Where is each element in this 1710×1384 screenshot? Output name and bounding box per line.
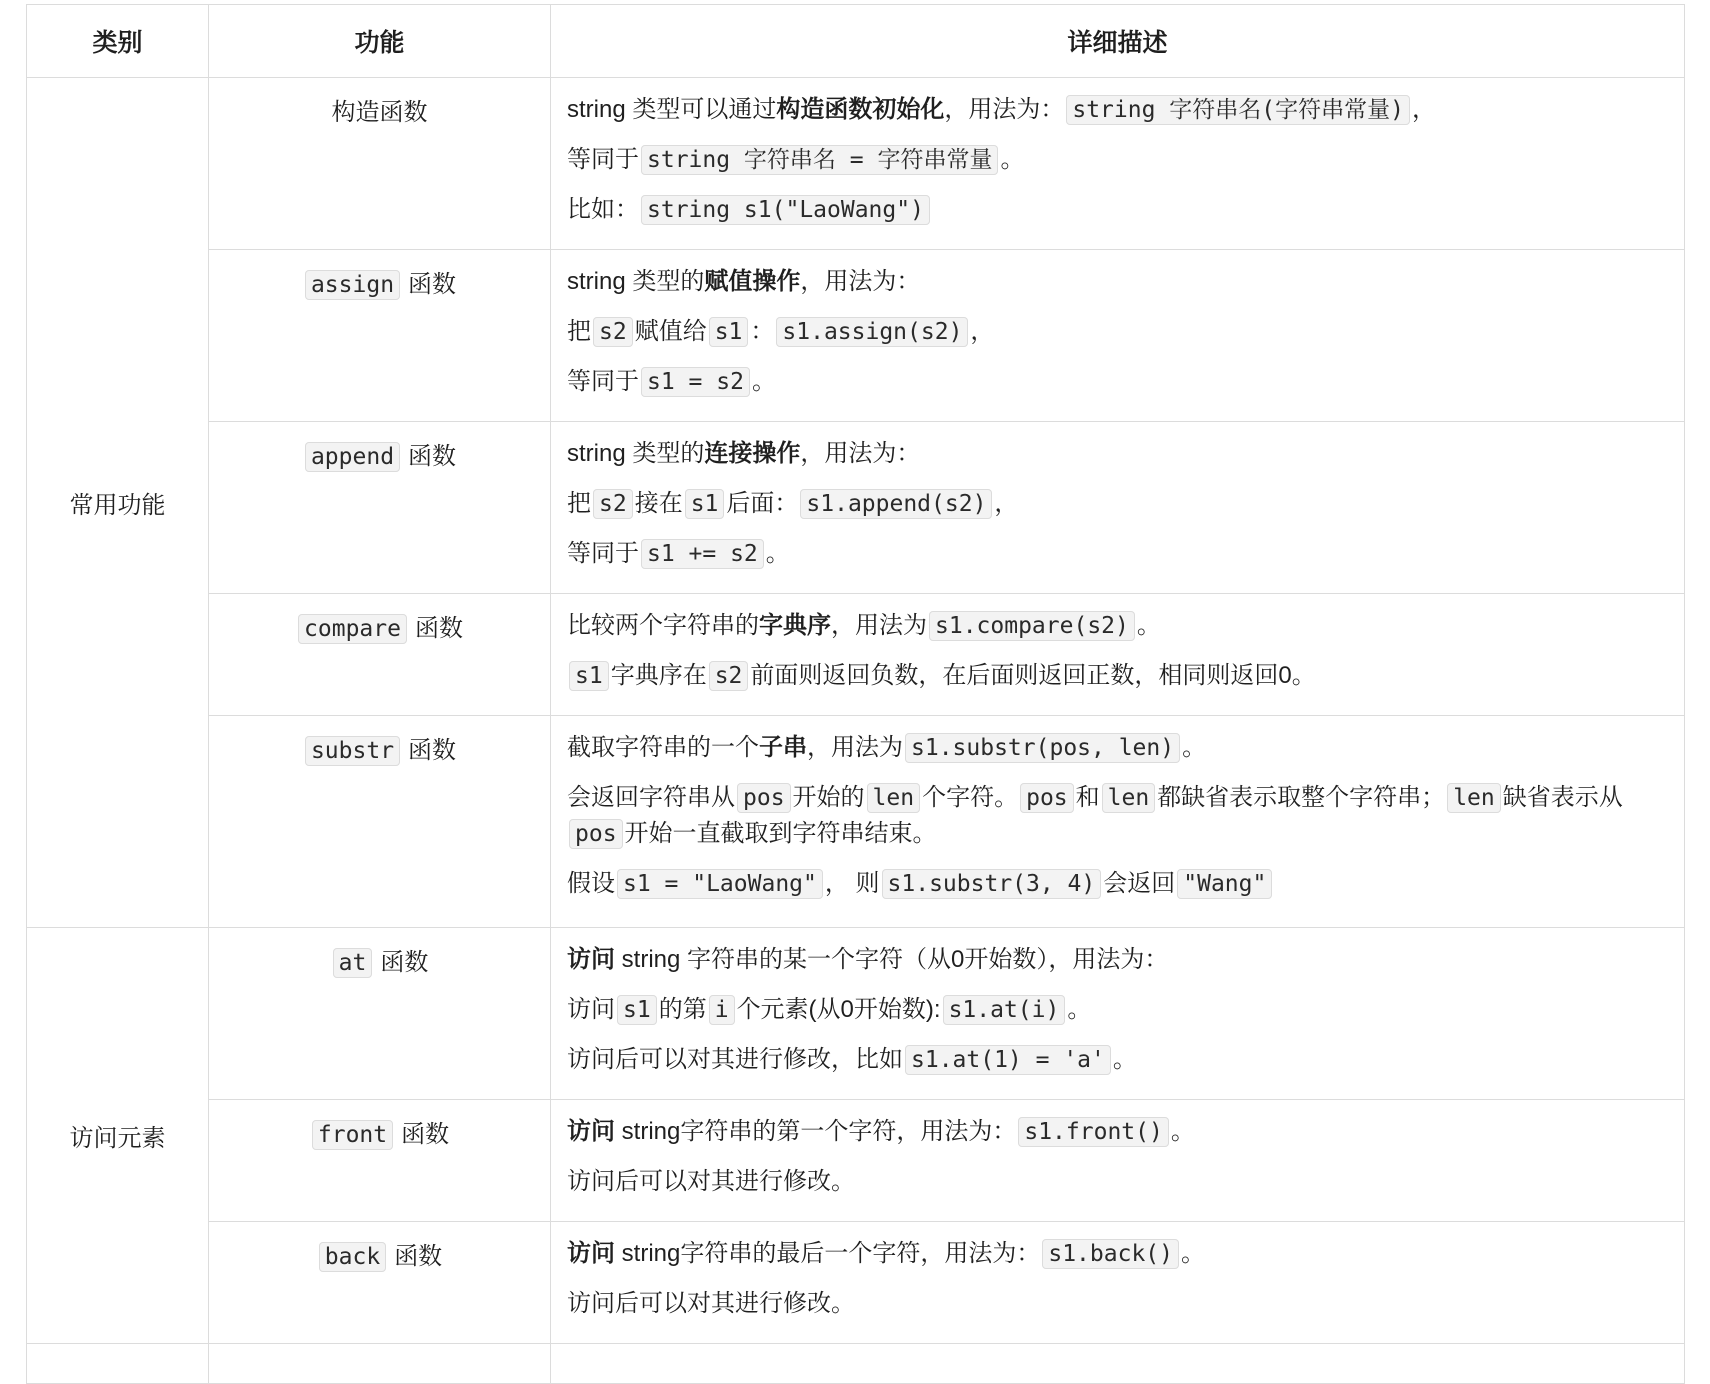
function-cell	[209, 1222, 551, 1344]
bold-text: 访问	[567, 1240, 615, 1267]
text: 。	[1136, 612, 1161, 639]
text: 缺省表示从	[1502, 784, 1623, 811]
description-line	[567, 1236, 1670, 1272]
function-code: front	[312, 1120, 393, 1150]
inline-code: s1 = s2	[641, 367, 750, 397]
text: ，用法为：	[944, 96, 1065, 123]
text: 和	[1075, 784, 1100, 811]
description-cell	[551, 78, 1685, 250]
text: string 类型的	[567, 268, 705, 295]
text: 比较两个字符串的	[567, 612, 759, 639]
description-line	[567, 436, 1670, 472]
function-name: 构造函数	[331, 99, 428, 126]
bold-text: 访问	[567, 946, 615, 973]
partial-cell	[551, 1344, 1685, 1384]
description-cell	[551, 716, 1685, 928]
table-row	[27, 78, 1685, 250]
inline-code: s2	[709, 661, 749, 691]
table-row	[27, 250, 1685, 422]
inline-code: s1 = "LaoWang"	[617, 869, 823, 899]
text: 字典序在	[610, 662, 707, 689]
function-cell	[209, 250, 551, 422]
description-line	[567, 780, 1670, 852]
inline-code: s1.back()	[1042, 1239, 1179, 1269]
text: 。	[1000, 146, 1025, 173]
bold-text: 访问	[567, 1118, 615, 1145]
table-row	[27, 1100, 1685, 1222]
table-header-row	[27, 5, 1685, 78]
description-line	[567, 1164, 1670, 1200]
function-code: at	[333, 948, 373, 978]
text: ，用法为	[807, 734, 903, 761]
inline-code: s2	[593, 317, 633, 347]
text: 。	[1182, 734, 1207, 761]
text: string 字符串的某一个字符（从0开始数），用法为：	[615, 946, 1169, 973]
function-suffix: 函数	[380, 949, 429, 976]
function-suffix: 函数	[394, 1243, 443, 1270]
text: 比如：	[567, 196, 639, 223]
inline-code: s1.front()	[1018, 1117, 1168, 1147]
bold-text: 连接操作	[704, 440, 801, 467]
text: 会返回字符串从	[567, 784, 735, 811]
text: 。	[1112, 1046, 1137, 1073]
description-line	[567, 364, 1670, 400]
inline-code: len	[1447, 783, 1501, 813]
category-access: 访问元素	[27, 928, 209, 1344]
text: 访问后可以对其进行修改，比如	[567, 1046, 903, 1073]
text: 赋值给	[634, 318, 707, 345]
description-line	[567, 992, 1670, 1028]
description-line	[567, 866, 1670, 902]
inline-code: len	[1102, 783, 1156, 813]
text: 假设	[567, 870, 615, 897]
text: 等同于	[567, 540, 639, 567]
text: ，用法为	[831, 612, 927, 639]
inline-code: s1 += s2	[641, 539, 764, 569]
function-cell	[209, 928, 551, 1100]
header-function: 功能	[209, 5, 551, 78]
description-line	[567, 942, 1670, 978]
description-line	[567, 486, 1670, 522]
header-description: 详细描述	[551, 5, 1685, 78]
table-row	[27, 1222, 1685, 1344]
description-line	[567, 1114, 1670, 1150]
inline-code: pos	[569, 819, 623, 849]
function-suffix: 函数	[408, 737, 457, 764]
table-row-partial	[27, 1344, 1685, 1384]
function-code: compare	[298, 614, 407, 644]
text: 接在	[634, 490, 683, 517]
text: 会返回	[1103, 870, 1176, 897]
description-cell	[551, 422, 1685, 594]
description-line	[567, 658, 1670, 694]
text: ，用法为：	[800, 268, 921, 295]
table-row	[27, 422, 1685, 594]
description-cell	[551, 1222, 1685, 1344]
description-cell	[551, 928, 1685, 1100]
string-functions-table-wrapper	[26, 4, 1684, 1384]
text: ，	[1411, 96, 1436, 123]
function-code: substr	[305, 736, 400, 766]
text: string 类型的	[567, 440, 705, 467]
inline-code: "Wang"	[1177, 869, 1272, 899]
text: ，	[970, 318, 995, 345]
inline-code: len	[867, 783, 921, 813]
text: 个元素(从0开始数):	[736, 996, 941, 1023]
bold-text: 赋值操作	[704, 268, 801, 295]
inline-code: string s1("LaoWang")	[641, 195, 930, 225]
function-code: assign	[305, 270, 400, 300]
text: string 类型可以通过	[567, 96, 777, 123]
inline-code: s1	[617, 995, 657, 1025]
table-row	[27, 928, 1685, 1100]
text: 。	[1067, 996, 1092, 1023]
description-cell	[551, 1100, 1685, 1222]
function-cell	[209, 716, 551, 928]
function-code: append	[305, 442, 400, 472]
function-cell	[209, 1100, 551, 1222]
text: 。	[751, 368, 776, 395]
inline-code: pos	[737, 783, 791, 813]
inline-code: s1.substr(3, 4)	[882, 869, 1102, 899]
header-category: 类别	[27, 5, 209, 78]
text: 前面则返回负数，在后面则返回正数，相同则返回0。	[750, 662, 1316, 689]
text: 开始的	[792, 784, 865, 811]
bold-text: 字典序	[759, 612, 831, 639]
category-common: 常用功能	[27, 78, 209, 928]
function-cell	[209, 594, 551, 716]
text: 。	[1180, 1240, 1205, 1267]
text: ，用法为：	[800, 440, 921, 467]
description-line	[567, 92, 1670, 128]
text: ， 则	[824, 870, 880, 897]
inline-code: string 字符串名(字符串常量)	[1066, 95, 1410, 125]
description-cell	[551, 594, 1685, 716]
inline-code: s1	[685, 489, 725, 519]
inline-code: s1.substr(pos, len)	[905, 733, 1180, 763]
inline-code: s1	[569, 661, 609, 691]
text: 后面：	[726, 490, 799, 517]
string-functions-table	[26, 4, 1685, 1384]
bold-text: 构造函数初始化	[776, 96, 945, 123]
inline-code: s1.compare(s2)	[929, 611, 1135, 641]
table-row	[27, 594, 1685, 716]
text: 把	[567, 490, 591, 517]
inline-code: s1.assign(s2)	[776, 317, 968, 347]
function-cell	[209, 78, 551, 250]
inline-code: pos	[1020, 783, 1074, 813]
description-line	[567, 1042, 1670, 1078]
inline-code: s1	[709, 317, 749, 347]
text: 截取字符串的一个	[567, 734, 759, 761]
description-line	[567, 730, 1670, 766]
description-cell	[551, 250, 1685, 422]
text: 访问后可以对其进行修改。	[567, 1168, 855, 1195]
text: ，	[994, 490, 1019, 517]
text: 的第	[658, 996, 707, 1023]
text: 访问后可以对其进行修改。	[567, 1290, 855, 1317]
inline-code: s2	[593, 489, 633, 519]
description-line	[567, 1286, 1670, 1322]
function-suffix: 函数	[408, 443, 457, 470]
inline-code: s1.at(i)	[943, 995, 1066, 1025]
partial-cell	[27, 1344, 209, 1384]
text: 。	[1170, 1118, 1195, 1145]
partial-cell	[209, 1344, 551, 1384]
inline-code: i	[709, 995, 735, 1025]
text: 。	[765, 540, 790, 567]
text: 等同于	[567, 146, 639, 173]
function-cell	[209, 422, 551, 594]
text: 个字符。	[922, 784, 1019, 811]
text: 等同于	[567, 368, 639, 395]
text: 访问	[567, 996, 615, 1023]
text: string字符串的第一个字符，用法为：	[615, 1118, 1017, 1145]
function-code: back	[319, 1242, 386, 1272]
function-suffix: 函数	[414, 615, 463, 642]
text: 开始一直截取到字符串结束。	[624, 820, 937, 847]
function-suffix: 函数	[401, 1121, 450, 1148]
description-line	[567, 264, 1670, 300]
description-line	[567, 608, 1670, 644]
text: 把	[567, 318, 591, 345]
text: 都缺省表示取整个字符串；	[1157, 784, 1446, 811]
table-row	[27, 716, 1685, 928]
inline-code: string 字符串名 = 字符串常量	[641, 145, 998, 175]
text: string字符串的最后一个字符，用法为：	[615, 1240, 1041, 1267]
description-line	[567, 192, 1670, 228]
inline-code: s1.append(s2)	[800, 489, 992, 519]
function-suffix: 函数	[408, 271, 457, 298]
description-line	[567, 142, 1670, 178]
inline-code: s1.at(1) = 'a'	[905, 1045, 1111, 1075]
description-line	[567, 314, 1670, 350]
description-line	[567, 536, 1670, 572]
bold-text: 子串	[759, 734, 807, 761]
text: ：	[750, 318, 775, 345]
